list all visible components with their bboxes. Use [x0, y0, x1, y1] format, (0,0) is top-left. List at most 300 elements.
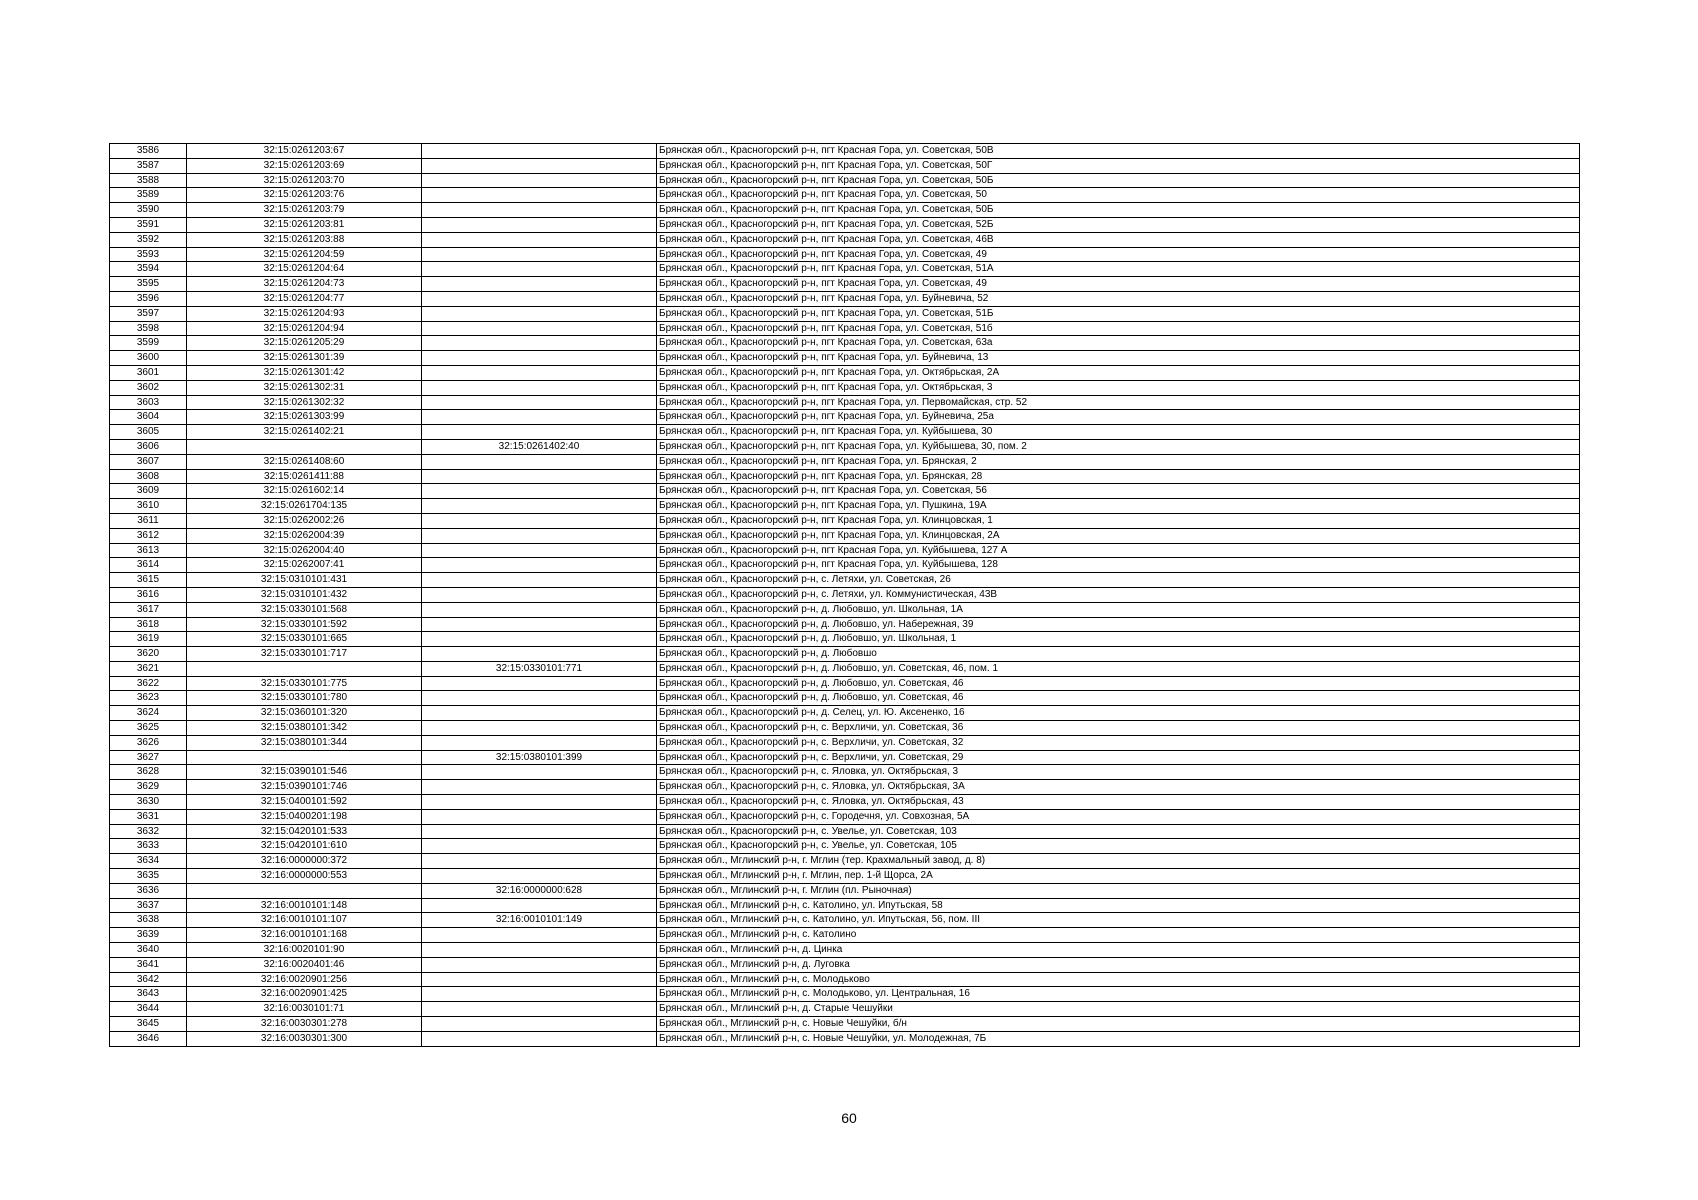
table-row — [110, 869, 1580, 884]
row-number-cell: 3592 — [110, 232, 187, 247]
row-number-cell: 3587 — [110, 158, 187, 173]
table-row — [110, 425, 1580, 440]
cadastral-number-room-cell: 32:16:0010101:149 — [422, 913, 657, 928]
address-cell: Брянская обл., Красногорский р-н, д. Любовшо, ул. Школьная, 1 — [657, 632, 1580, 647]
row-number-cell: 3646 — [110, 1031, 187, 1046]
row-number-cell: 3610 — [110, 499, 187, 514]
row-number-cell: 3633 — [110, 839, 187, 854]
row-number-cell: 3590 — [110, 203, 187, 218]
cadastral-number-room-cell — [422, 232, 657, 247]
cadastral-number-room-cell — [422, 543, 657, 558]
address-cell: Брянская обл., Мглинский р-н, с. Молодьково — [657, 972, 1580, 987]
address-cell: Брянская обл., Красногорский р-н, пгт Красная Гора, ул. Советская, 50Г — [657, 158, 1580, 173]
cadastral-number-cell: 32:15:0261203:67 — [187, 144, 422, 159]
table-row — [110, 262, 1580, 277]
table-row — [110, 809, 1580, 824]
row-number-cell: 3614 — [110, 558, 187, 573]
cadastral-number-cell: 32:16:0020101:90 — [187, 943, 422, 958]
row-number-cell: 3593 — [110, 247, 187, 262]
row-number-cell: 3617 — [110, 602, 187, 617]
cadastral-number-cell: 32:15:0330101:775 — [187, 676, 422, 691]
address-cell: Брянская обл., Красногорский р-н, с. Верхличи, ул. Советская, 29 — [657, 750, 1580, 765]
cadastral-number-cell: 32:15:0261408:60 — [187, 454, 422, 469]
address-cell: Брянская обл., Красногорский р-н, д. Селец, ул. Ю. Аксененко, 16 — [657, 706, 1580, 721]
table-row — [110, 158, 1580, 173]
table-row — [110, 1017, 1580, 1032]
cadastral-number-room-cell — [422, 928, 657, 943]
cadastral-number-room-cell — [422, 528, 657, 543]
cadastral-number-room-cell — [422, 380, 657, 395]
row-number-cell: 3612 — [110, 528, 187, 543]
cadastral-number-cell: 32:16:0000000:372 — [187, 854, 422, 869]
cadastral-number-room-cell — [422, 824, 657, 839]
cadastral-number-cell: 32:15:0261204:59 — [187, 247, 422, 262]
row-number-cell: 3630 — [110, 795, 187, 810]
cadastral-number-cell — [187, 661, 422, 676]
cadastral-number-cell: 32:16:0020901:425 — [187, 987, 422, 1002]
cadastral-number-cell: 32:15:0261203:70 — [187, 173, 422, 188]
table-row — [110, 913, 1580, 928]
cadastral-number-cell: 32:16:0010101:168 — [187, 928, 422, 943]
row-number-cell: 3602 — [110, 380, 187, 395]
address-cell: Брянская обл., Красногорский р-н, с. Летяхи, ул. Коммунистическая, 43В — [657, 587, 1580, 602]
cadastral-number-room-cell — [422, 351, 657, 366]
cadastral-number-room-cell — [422, 291, 657, 306]
address-cell: Брянская обл., Красногорский р-н, с. Яловка, ул. Октябрьская, 3 — [657, 765, 1580, 780]
row-number-cell: 3599 — [110, 336, 187, 351]
cadastral-number-cell: 32:15:0261203:69 — [187, 158, 422, 173]
address-cell: Брянская обл., Красногорский р-н, пгт Красная Гора, ул. Советская, 46В — [657, 232, 1580, 247]
row-number-cell: 3595 — [110, 277, 187, 292]
cadastral-number-cell: 32:15:0262004:40 — [187, 543, 422, 558]
cadastral-number-room-cell — [422, 395, 657, 410]
address-cell: Брянская обл., Мглинский р-н, с. Католино, ул. Ипутьская, 56, пом. III — [657, 913, 1580, 928]
address-cell: Брянская обл., Красногорский р-н, пгт Красная Гора, ул. Советская, 50В — [657, 144, 1580, 159]
cadastral-number-room-cell — [422, 365, 657, 380]
row-number-cell: 3605 — [110, 425, 187, 440]
cadastral-number-room-cell — [422, 869, 657, 884]
row-number-cell: 3615 — [110, 573, 187, 588]
cadastral-number-room-cell — [422, 469, 657, 484]
row-number-cell: 3588 — [110, 173, 187, 188]
row-number-cell: 3604 — [110, 410, 187, 425]
row-number-cell: 3638 — [110, 913, 187, 928]
table-row — [110, 217, 1580, 232]
table-body — [110, 144, 1580, 1047]
row-number-cell: 3637 — [110, 898, 187, 913]
page-number: 60 — [841, 1110, 857, 1126]
row-number-cell: 3628 — [110, 765, 187, 780]
cadastral-table — [109, 143, 1580, 1047]
cadastral-number-cell: 32:15:0261411:88 — [187, 469, 422, 484]
row-number-cell: 3619 — [110, 632, 187, 647]
row-number-cell: 3607 — [110, 454, 187, 469]
row-number-cell: 3618 — [110, 617, 187, 632]
address-cell: Брянская обл., Мглинский р-н, г. Мглин, пер. 1-й Щорса, 2А — [657, 869, 1580, 884]
table-row — [110, 587, 1580, 602]
table-row — [110, 439, 1580, 454]
cadastral-number-cell: 32:15:0261203:81 — [187, 217, 422, 232]
address-cell: Брянская обл., Красногорский р-н, с. Увелье, ул. Советская, 103 — [657, 824, 1580, 839]
table-row — [110, 854, 1580, 869]
address-cell: Брянская обл., Красногорский р-н, с. Летяхи, ул. Советская, 26 — [657, 573, 1580, 588]
row-number-cell: 3591 — [110, 217, 187, 232]
cadastral-number-room-cell — [422, 217, 657, 232]
row-number-cell: 3616 — [110, 587, 187, 602]
cadastral-number-cell: 32:15:0261602:14 — [187, 484, 422, 499]
cadastral-number-room-cell — [422, 277, 657, 292]
cadastral-number-room-cell — [422, 987, 657, 1002]
cadastral-number-cell: 32:15:0261204:73 — [187, 277, 422, 292]
address-cell: Брянская обл., Мглинский р-н, с. Новые Чешуйки, б/н — [657, 1017, 1580, 1032]
table-row — [110, 573, 1580, 588]
cadastral-number-cell: 32:15:0310101:432 — [187, 587, 422, 602]
table-row — [110, 454, 1580, 469]
row-number-cell: 3613 — [110, 543, 187, 558]
row-number-cell: 3598 — [110, 321, 187, 336]
table-row — [110, 203, 1580, 218]
address-cell: Брянская обл., Красногорский р-н, пгт Красная Гора, ул. Клинцовская, 2А — [657, 528, 1580, 543]
address-cell: Брянская обл., Красногорский р-н, пгт Красная Гора, ул. Куйбышева, 30 — [657, 425, 1580, 440]
address-cell: Брянская обл., Красногорский р-н, пгт Красная Гора, ул. Куйбышева, 128 — [657, 558, 1580, 573]
table-row — [110, 499, 1580, 514]
cadastral-number-cell: 32:15:0330101:665 — [187, 632, 422, 647]
cadastral-number-cell — [187, 439, 422, 454]
cadastral-number-room-cell — [422, 780, 657, 795]
cadastral-number-cell: 32:15:0261203:79 — [187, 203, 422, 218]
cadastral-number-cell: 32:15:0261301:42 — [187, 365, 422, 380]
table-row — [110, 839, 1580, 854]
address-cell: Брянская обл., Мглинский р-н, д. Старые Чешуйки — [657, 1002, 1580, 1017]
table-row — [110, 336, 1580, 351]
row-number-cell: 3634 — [110, 854, 187, 869]
cadastral-number-cell: 32:15:0261704:135 — [187, 499, 422, 514]
address-cell: Брянская обл., Красногорский р-н, пгт Красная Гора, ул. Советская, 50 — [657, 188, 1580, 203]
row-number-cell: 3643 — [110, 987, 187, 1002]
cadastral-number-room-cell — [422, 957, 657, 972]
address-cell: Брянская обл., Красногорский р-н, пгт Красная Гора, ул. Первомайская, стр. 52 — [657, 395, 1580, 410]
table-row — [110, 957, 1580, 972]
table-row — [110, 188, 1580, 203]
table-row — [110, 144, 1580, 159]
row-number-cell: 3596 — [110, 291, 187, 306]
table-row — [110, 750, 1580, 765]
row-number-cell: 3624 — [110, 706, 187, 721]
address-cell: Брянская обл., Мглинский р-н, д. Цинка — [657, 943, 1580, 958]
cadastral-number-cell: 32:15:0261204:93 — [187, 306, 422, 321]
cadastral-number-cell: 32:15:0390101:546 — [187, 765, 422, 780]
table-row — [110, 602, 1580, 617]
row-number-cell: 3627 — [110, 750, 187, 765]
cadastral-number-cell: 32:16:0020901:256 — [187, 972, 422, 987]
row-number-cell: 3621 — [110, 661, 187, 676]
row-number-cell: 3644 — [110, 1002, 187, 1017]
cadastral-number-cell: 32:16:0000000:553 — [187, 869, 422, 884]
row-number-cell: 3641 — [110, 957, 187, 972]
cadastral-number-cell: 32:15:0310101:431 — [187, 573, 422, 588]
table-row — [110, 706, 1580, 721]
cadastral-number-room-cell — [422, 336, 657, 351]
table-row — [110, 351, 1580, 366]
address-cell: Брянская обл., Красногорский р-н, д. Любовшо, ул. Советская, 46 — [657, 691, 1580, 706]
row-number-cell: 3629 — [110, 780, 187, 795]
row-number-cell: 3594 — [110, 262, 187, 277]
cadastral-number-room-cell: 32:16:0000000:628 — [422, 883, 657, 898]
table-row — [110, 558, 1580, 573]
row-number-cell: 3611 — [110, 513, 187, 528]
address-cell: Брянская обл., Красногорский р-н, пгт Красная Гора, ул. Буйневича, 13 — [657, 351, 1580, 366]
row-number-cell: 3623 — [110, 691, 187, 706]
address-cell: Брянская обл., Красногорский р-н, пгт Красная Гора, ул. Брянская, 2 — [657, 454, 1580, 469]
cadastral-number-room-cell — [422, 262, 657, 277]
cadastral-number-room-cell — [422, 943, 657, 958]
cadastral-number-room-cell — [422, 484, 657, 499]
row-number-cell: 3631 — [110, 809, 187, 824]
cadastral-number-room-cell — [422, 898, 657, 913]
cadastral-number-room-cell — [422, 854, 657, 869]
address-cell: Брянская обл., Красногорский р-н, пгт Красная Гора, ул. Буйневича, 52 — [657, 291, 1580, 306]
row-number-cell: 3645 — [110, 1017, 187, 1032]
row-number-cell: 3609 — [110, 484, 187, 499]
cadastral-number-room-cell — [422, 499, 657, 514]
table-row — [110, 691, 1580, 706]
cadastral-number-room-cell: 32:15:0261402:40 — [422, 439, 657, 454]
cadastral-number-cell: 32:15:0261205:29 — [187, 336, 422, 351]
address-cell: Брянская обл., Красногорский р-н, пгт Красная Гора, ул. Куйбышева, 30, пом. 2 — [657, 439, 1580, 454]
cadastral-number-room-cell — [422, 632, 657, 647]
cadastral-number-room-cell — [422, 144, 657, 159]
row-number-cell: 3639 — [110, 928, 187, 943]
address-cell: Брянская обл., Мглинский р-н, с. Католино, ул. Ипутьская, 58 — [657, 898, 1580, 913]
table-row — [110, 972, 1580, 987]
address-cell: Брянская обл., Мглинский р-н, с. Молодьково, ул. Центральная, 16 — [657, 987, 1580, 1002]
cadastral-number-cell — [187, 883, 422, 898]
table-row — [110, 765, 1580, 780]
address-cell: Брянская обл., Красногорский р-н, пгт Красная Гора, ул. Советская, 63а — [657, 336, 1580, 351]
row-number-cell: 3606 — [110, 439, 187, 454]
cadastral-number-room-cell — [422, 454, 657, 469]
cadastral-number-cell: 32:15:0262004:39 — [187, 528, 422, 543]
row-number-cell: 3632 — [110, 824, 187, 839]
row-number-cell: 3622 — [110, 676, 187, 691]
address-cell: Брянская обл., Мглинский р-н, г. Мглин (тер. Крахмальный завод, д. 8) — [657, 854, 1580, 869]
cadastral-number-cell: 32:15:0261203:76 — [187, 188, 422, 203]
cadastral-number-room-cell — [422, 602, 657, 617]
table-row — [110, 306, 1580, 321]
address-cell: Брянская обл., Красногорский р-н, с. Городечня, ул. Совхозная, 5А — [657, 809, 1580, 824]
cadastral-number-room-cell — [422, 410, 657, 425]
cadastral-number-room-cell — [422, 513, 657, 528]
table-row — [110, 232, 1580, 247]
cadastral-number-cell: 32:15:0330101:568 — [187, 602, 422, 617]
row-number-cell: 3601 — [110, 365, 187, 380]
row-number-cell: 3635 — [110, 869, 187, 884]
address-cell: Брянская обл., Красногорский р-н, с. Верхличи, ул. Советская, 36 — [657, 721, 1580, 736]
address-cell: Брянская обл., Красногорский р-н, д. Любовшо, ул. Набережная, 39 — [657, 617, 1580, 632]
cadastral-number-room-cell — [422, 647, 657, 662]
address-cell: Брянская обл., Красногорский р-н, с. Верхличи, ул. Советская, 32 — [657, 735, 1580, 750]
cadastral-number-cell: 32:15:0262007:41 — [187, 558, 422, 573]
address-cell: Брянская обл., Красногорский р-н, д. Любовшо — [657, 647, 1580, 662]
address-cell: Брянская обл., Мглинский р-н, с. Новые Чешуйки, ул. Молодежная, 7Б — [657, 1031, 1580, 1046]
address-cell: Брянская обл., Красногорский р-н, пгт Красная Гора, ул. Октябрьская, 2А — [657, 365, 1580, 380]
cadastral-number-cell: 32:16:0010101:148 — [187, 898, 422, 913]
row-number-cell: 3608 — [110, 469, 187, 484]
cadastral-number-cell: 32:15:0400101:592 — [187, 795, 422, 810]
table-row — [110, 617, 1580, 632]
cadastral-number-room-cell: 32:15:0380101:399 — [422, 750, 657, 765]
address-cell: Брянская обл., Красногорский р-н, пгт Красная Гора, ул. Советская, 52Б — [657, 217, 1580, 232]
table-row — [110, 898, 1580, 913]
address-cell: Брянская обл., Красногорский р-н, с. Яловка, ул. Октябрьская, 3А — [657, 780, 1580, 795]
cadastral-number-cell: 32:15:0330101:592 — [187, 617, 422, 632]
cadastral-number-cell: 32:16:0030101:71 — [187, 1002, 422, 1017]
cadastral-number-room-cell — [422, 839, 657, 854]
table-row — [110, 173, 1580, 188]
table-row — [110, 632, 1580, 647]
cadastral-number-room-cell — [422, 765, 657, 780]
table-row — [110, 795, 1580, 810]
row-number-cell: 3603 — [110, 395, 187, 410]
address-cell: Брянская обл., Красногорский р-н, пгт Красная Гора, ул. Советская, 51Б — [657, 306, 1580, 321]
cadastral-number-cell: 32:15:0261303:99 — [187, 410, 422, 425]
cadastral-number-cell: 32:15:0261203:88 — [187, 232, 422, 247]
row-number-cell: 3636 — [110, 883, 187, 898]
table-row — [110, 365, 1580, 380]
row-number-cell: 3640 — [110, 943, 187, 958]
cadastral-number-room-cell — [422, 972, 657, 987]
address-cell: Брянская обл., Красногорский р-н, пгт Красная Гора, ул. Советская, 56 — [657, 484, 1580, 499]
address-cell: Брянская обл., Красногорский р-н, пгт Красная Гора, ул. Буйневича, 25а — [657, 410, 1580, 425]
table-row — [110, 1031, 1580, 1046]
cadastral-number-room-cell — [422, 558, 657, 573]
cadastral-number-room-cell — [422, 158, 657, 173]
address-cell: Брянская обл., Красногорский р-н, пгт Красная Гора, ул. Пушкина, 19А — [657, 499, 1580, 514]
table-row — [110, 883, 1580, 898]
cadastral-number-room-cell — [422, 735, 657, 750]
cadastral-number-room-cell — [422, 1002, 657, 1017]
row-number-cell: 3625 — [110, 721, 187, 736]
row-number-cell: 3620 — [110, 647, 187, 662]
cadastral-number-room-cell — [422, 203, 657, 218]
table-row — [110, 277, 1580, 292]
address-cell: Брянская обл., Красногорский р-н, пгт Красная Гора, ул. Куйбышева, 127 А — [657, 543, 1580, 558]
cadastral-number-cell: 32:15:0400201:198 — [187, 809, 422, 824]
table-row — [110, 824, 1580, 839]
cadastral-number-room-cell — [422, 306, 657, 321]
address-cell: Брянская обл., Красногорский р-н, с. Увелье, ул. Советская, 105 — [657, 839, 1580, 854]
table-row — [110, 928, 1580, 943]
address-cell: Брянская обл., Красногорский р-н, пгт Красная Гора, ул. Октябрьская, 3 — [657, 380, 1580, 395]
cadastral-number-cell: 32:15:0261204:94 — [187, 321, 422, 336]
row-number-cell: 3600 — [110, 351, 187, 366]
cadastral-number-cell — [187, 750, 422, 765]
cadastral-number-cell: 32:15:0420101:610 — [187, 839, 422, 854]
cadastral-number-room-cell — [422, 247, 657, 262]
address-cell: Брянская обл., Красногорский р-н, пгт Красная Гора, ул. Советская, 50Б — [657, 203, 1580, 218]
address-cell: Брянская обл., Красногорский р-н, д. Любовшо, ул. Советская, 46 — [657, 676, 1580, 691]
cadastral-number-room-cell — [422, 721, 657, 736]
cadastral-number-cell: 32:15:0262002:26 — [187, 513, 422, 528]
table-row — [110, 676, 1580, 691]
cadastral-number-room-cell — [422, 587, 657, 602]
cadastral-number-cell: 32:15:0261204:64 — [187, 262, 422, 277]
address-cell: Брянская обл., Красногорский р-н, пгт Красная Гора, ул. Клинцовская, 1 — [657, 513, 1580, 528]
cadastral-number-room-cell — [422, 706, 657, 721]
table-row — [110, 987, 1580, 1002]
table-row — [110, 380, 1580, 395]
cadastral-number-room-cell — [422, 676, 657, 691]
cadastral-number-room-cell — [422, 1017, 657, 1032]
row-number-cell: 3642 — [110, 972, 187, 987]
cadastral-number-cell: 32:16:0030301:300 — [187, 1031, 422, 1046]
address-cell: Брянская обл., Красногорский р-н, пгт Красная Гора, ул. Советская, 49 — [657, 277, 1580, 292]
table-row — [110, 469, 1580, 484]
cadastral-number-cell: 32:15:0261302:31 — [187, 380, 422, 395]
address-cell: Брянская обл., Красногорский р-н, пгт Красная Гора, ул. Советская, 51б — [657, 321, 1580, 336]
cadastral-number-room-cell — [422, 173, 657, 188]
cadastral-number-cell: 32:15:0420101:533 — [187, 824, 422, 839]
address-cell: Брянская обл., Красногорский р-н, пгт Красная Гора, ул. Советская, 50Б — [657, 173, 1580, 188]
address-cell: Брянская обл., Мглинский р-н, д. Луговка — [657, 957, 1580, 972]
cadastral-number-cell: 32:15:0360101:320 — [187, 706, 422, 721]
table-row — [110, 291, 1580, 306]
table-row — [110, 395, 1580, 410]
table-row — [110, 543, 1580, 558]
cadastral-number-room-cell: 32:15:0330101:771 — [422, 661, 657, 676]
cadastral-number-room-cell — [422, 321, 657, 336]
cadastral-number-room-cell — [422, 1031, 657, 1046]
address-cell: Брянская обл., Мглинский р-н, с. Католино — [657, 928, 1580, 943]
cadastral-number-cell: 32:15:0330101:717 — [187, 647, 422, 662]
cadastral-number-room-cell — [422, 425, 657, 440]
cadastral-number-room-cell — [422, 617, 657, 632]
cadastral-number-cell: 32:15:0261302:32 — [187, 395, 422, 410]
row-number-cell: 3589 — [110, 188, 187, 203]
cadastral-number-cell: 32:16:0030301:278 — [187, 1017, 422, 1032]
address-cell: Брянская обл., Красногорский р-н, пгт Красная Гора, ул. Советская, 51А — [657, 262, 1580, 277]
row-number-cell: 3626 — [110, 735, 187, 750]
cadastral-number-room-cell — [422, 188, 657, 203]
cadastral-number-room-cell — [422, 795, 657, 810]
table-row — [110, 647, 1580, 662]
cadastral-number-cell: 32:15:0330101:780 — [187, 691, 422, 706]
address-cell: Брянская обл., Красногорский р-н, пгт Красная Гора, ул. Советская, 49 — [657, 247, 1580, 262]
cadastral-number-cell: 32:15:0390101:746 — [187, 780, 422, 795]
table-row — [110, 943, 1580, 958]
address-cell: Брянская обл., Красногорский р-н, пгт Красная Гора, ул. Брянская, 28 — [657, 469, 1580, 484]
row-number-cell: 3597 — [110, 306, 187, 321]
cadastral-number-cell: 32:16:0020401:46 — [187, 957, 422, 972]
address-cell: Брянская обл., Красногорский р-н, д. Любовшо, ул. Советская, 46, пом. 1 — [657, 661, 1580, 676]
cadastral-number-room-cell — [422, 691, 657, 706]
cadastral-number-cell: 32:15:0380101:344 — [187, 735, 422, 750]
cadastral-number-cell: 32:15:0261204:77 — [187, 291, 422, 306]
table-row — [110, 247, 1580, 262]
address-cell: Брянская обл., Мглинский р-н, г. Мглин (пл. Рыночная) — [657, 883, 1580, 898]
table-row — [110, 735, 1580, 750]
table-row — [110, 321, 1580, 336]
cadastral-number-room-cell — [422, 573, 657, 588]
table-row — [110, 661, 1580, 676]
cadastral-number-cell: 32:15:0261301:39 — [187, 351, 422, 366]
cadastral-number-cell: 32:15:0261402:21 — [187, 425, 422, 440]
table-row — [110, 484, 1580, 499]
cadastral-number-cell: 32:16:0010101:107 — [187, 913, 422, 928]
row-number-cell: 3586 — [110, 144, 187, 159]
table-row — [110, 780, 1580, 795]
cadastral-number-cell: 32:15:0380101:342 — [187, 721, 422, 736]
